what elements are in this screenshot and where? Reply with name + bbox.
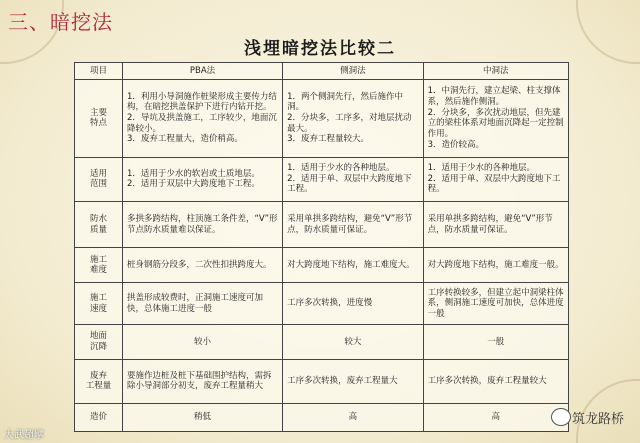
table-cell xyxy=(122,359,282,403)
cell-text: 要施作边桩及桩下基础围护结构，需拆除小导洞部分初支，废弃工程量稍大 xyxy=(126,370,272,392)
cell-text: 1．中洞先行，建立起梁、柱支撑体系，然后施作侧洞。 xyxy=(427,86,561,108)
table-cell xyxy=(122,201,282,248)
row-label-line: 特点 xyxy=(89,118,107,129)
cell-text: 拱盖形成较费时，正洞施工速度可加快，总体施工进度一般 xyxy=(126,292,263,314)
table-cell xyxy=(122,248,282,283)
table-cell xyxy=(122,283,282,325)
table-cell xyxy=(423,283,568,325)
table-row xyxy=(75,201,569,248)
cell-text: 1．适用于少水的各种地层。 xyxy=(427,163,536,174)
row-label-line: 地面 xyxy=(89,331,107,342)
slide-heading: 三、暗挖法 xyxy=(8,10,113,34)
cell-text: 工序转换较多，但建立起中洞梁柱体系，侧洞施工速度可加快，总体进度一般 xyxy=(427,287,564,319)
row-label-line: 防水 xyxy=(89,213,107,224)
table-row xyxy=(75,359,569,403)
cell-text: 3．造价较高。 xyxy=(427,139,485,150)
cell-text: 对大跨度地下结构，施工难度一般。 xyxy=(427,259,564,270)
table-cell xyxy=(423,359,568,403)
cell-text: 2．适用于单、双层中大跨度地下工程。 xyxy=(287,173,412,195)
cell-text: 较大 xyxy=(344,336,362,347)
row-label xyxy=(75,80,123,158)
table-cell xyxy=(122,324,282,359)
row-label-line: 沉降 xyxy=(89,341,107,352)
table-cell xyxy=(423,201,568,248)
column-header-side-drift: 侧洞法 xyxy=(283,63,424,80)
column-header-center-drift: 中洞法 xyxy=(423,63,568,80)
table-cell xyxy=(423,324,568,359)
row-label xyxy=(75,324,123,359)
table-cell xyxy=(122,80,282,158)
cell-text: 工序多次转换，废弃工程量大 xyxy=(287,376,398,387)
table-cell xyxy=(283,404,424,432)
cell-text: 桩身钢筋分段多，二次性扣拱跨度大。 xyxy=(126,259,272,270)
table-row xyxy=(75,157,569,201)
wechat-icon xyxy=(551,408,571,426)
row-label xyxy=(75,201,123,248)
row-label xyxy=(75,359,123,403)
row-label-line: 施工 xyxy=(89,292,107,303)
comparison-table xyxy=(74,62,569,432)
cell-text: 采用单拱多跨结构，避免“V”形节点，防水质量可保证。 xyxy=(287,213,413,235)
cell-text: 2．导坑及拱盖施工，工序较少，地面沉降较小。 xyxy=(126,112,277,134)
column-header-pba: PBA法 xyxy=(122,63,282,80)
row-label-line: 范围 xyxy=(89,179,107,190)
table-cell xyxy=(423,404,568,432)
cell-text: 2．分块多，工序多，对地层扰动最大。 xyxy=(287,112,412,134)
row-label-line: 难度 xyxy=(89,265,107,276)
row-label-line: 适用 xyxy=(89,168,107,179)
cell-text: 1．利用小导洞施作桩梁形成主要传力结构，在暗挖拱盖保护下进行内钻开挖。 xyxy=(126,91,277,113)
cell-text: 1．适用于少水的软岩或土质地层。 xyxy=(126,168,260,179)
cell-text: 稍低 xyxy=(194,412,212,423)
cell-text: 采用单拱多跨结构，避免“V”形节点，防水质量可保证。 xyxy=(427,213,553,235)
table-body xyxy=(75,80,569,432)
cell-text: 高 xyxy=(491,412,501,423)
table-cell xyxy=(283,80,424,158)
cell-text: 一般 xyxy=(487,336,505,347)
cell-text: 2．分块多，多次扰动地层，但先建立的梁柱体系对地面沉降起一定控制作用。 xyxy=(427,107,564,139)
cell-text: 3．废弃工程量较大。 xyxy=(287,134,369,145)
cell-text: 较小 xyxy=(194,336,212,347)
footer-source-label: 大武超擘 xyxy=(4,430,44,441)
column-header-item: 项目 xyxy=(75,63,123,80)
table-cell xyxy=(423,157,568,201)
cell-text: 3．废弃工程量大，造价稍高。 xyxy=(126,134,243,145)
table-cell xyxy=(283,248,424,283)
table-row xyxy=(75,80,569,158)
cell-text: 2．适用于双层中大跨度地下工程。 xyxy=(126,179,260,190)
row-label-line: 主要 xyxy=(89,107,107,118)
cell-text: 工序多次转换，废弃工程量较大 xyxy=(427,376,547,387)
table-row xyxy=(75,248,569,283)
cell-text: 1．两个侧洞先行，然后施作中洞。 xyxy=(287,91,403,113)
table-cell xyxy=(283,324,424,359)
table-row xyxy=(75,283,569,325)
row-label-line: 造价 xyxy=(89,412,107,423)
table-cell xyxy=(283,201,424,248)
cell-text: 对大跨度地下结构，施工难度大。 xyxy=(287,259,415,270)
row-label xyxy=(75,157,123,201)
table-header-row xyxy=(75,63,569,80)
cell-text: 多拱多跨结构，柱顶施工条件差，“V”形节点防水质量难以保证。 xyxy=(126,213,278,235)
row-label-line: 施工 xyxy=(89,254,107,265)
table-cell xyxy=(283,283,424,325)
row-label-line: 质量 xyxy=(89,224,107,235)
table-cell xyxy=(122,404,282,432)
table-title: 浅埋暗挖法比较二 xyxy=(244,39,396,59)
row-label-line: 废弃 xyxy=(89,370,107,381)
table-row xyxy=(75,404,569,432)
table-cell xyxy=(122,157,282,201)
row-label-line: 速度 xyxy=(89,303,107,314)
table-cell xyxy=(423,80,568,158)
cell-text: 1．适用于少水的各种地层。 xyxy=(287,163,395,174)
row-label xyxy=(75,283,123,325)
watermark-label: 筑龙路桥 xyxy=(572,412,625,427)
table-cell xyxy=(283,157,424,201)
cell-text: 高 xyxy=(348,412,358,423)
row-label-line: 工程量 xyxy=(85,381,112,392)
table-cell xyxy=(283,359,424,403)
row-label xyxy=(75,404,123,432)
table-row xyxy=(75,324,569,359)
row-label xyxy=(75,248,123,283)
cell-text: 2．适用于单、双层中大跨度地下工程。 xyxy=(427,173,561,195)
cell-text: 工序多次转换，进度慢 xyxy=(287,298,373,309)
table-cell xyxy=(423,248,568,283)
